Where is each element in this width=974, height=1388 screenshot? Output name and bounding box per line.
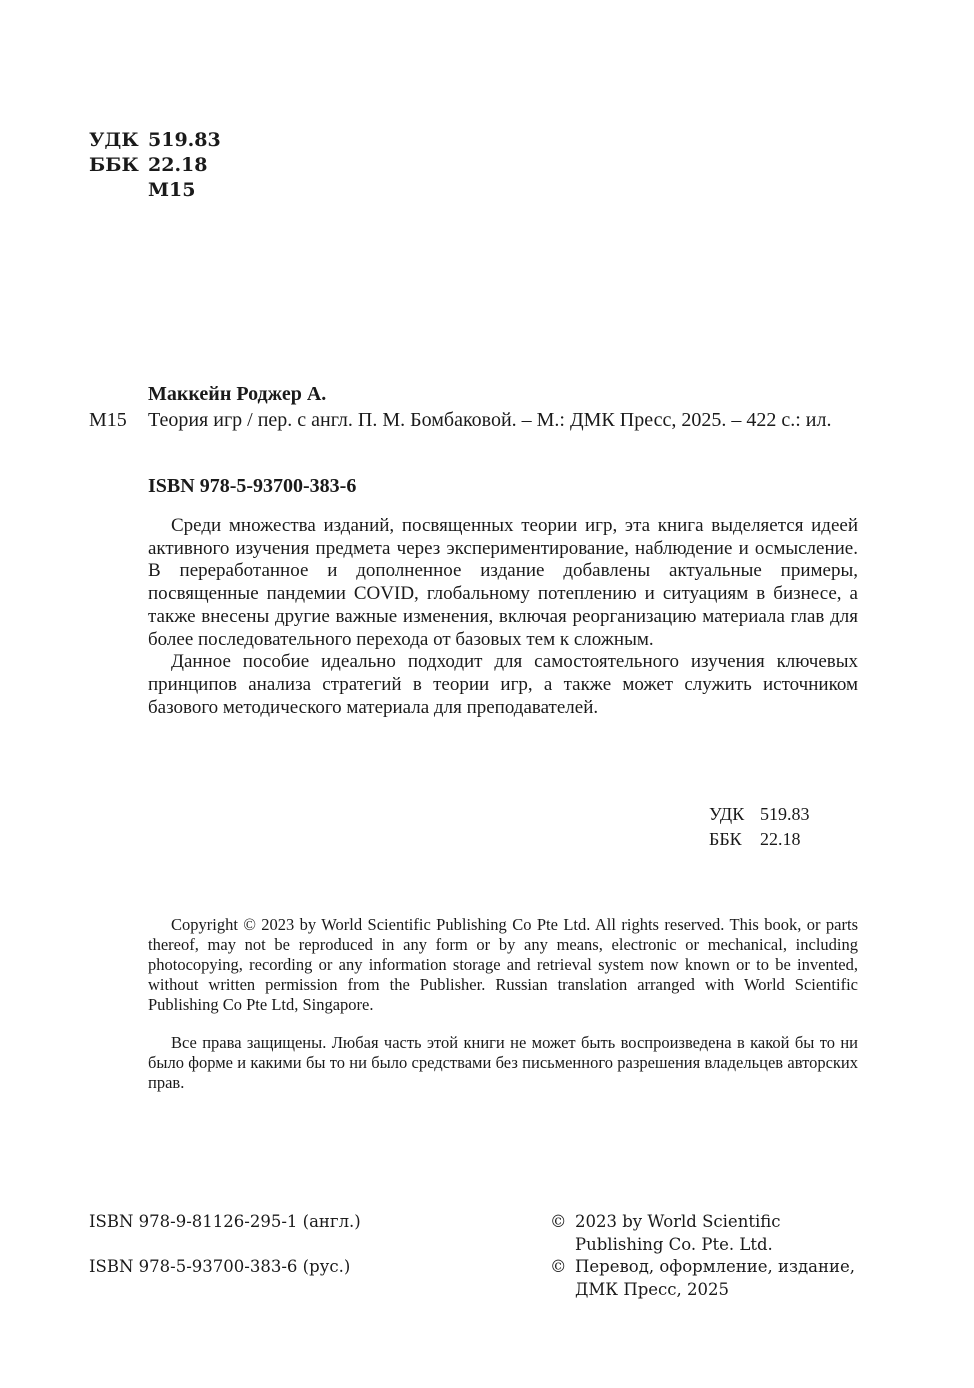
udk-label: УДК — [709, 804, 745, 824]
author-mark-row — [89, 178, 221, 203]
isbn-list — [89, 1211, 361, 1301]
bibliographic-record — [89, 381, 859, 433]
isbn-main: ISBN 978-5-93700-383-6 — [148, 475, 357, 497]
bbk-value: 22.18 — [760, 829, 801, 849]
copyright-en-text: 2023 by World Scientific Publishing Co. Pte. Ltd. — [575, 1212, 781, 1254]
copyright-text: Copyright © 2023 by World Scientific Publishing Co Pte Ltd. All rights reserved. This book, or parts thereof, may not be reproduced in any form or by any means, electronic or mechanical, including photocopying, recording or any information storage and retrieval system now known or to be invented, without written permission from the Publisher. Russian translation arranged with World Scientific Publishing Co Pte Ltd, Singapore. — [148, 915, 858, 1014]
udk-value: 519.83 — [760, 804, 810, 824]
copyright-item-en — [550, 1211, 865, 1256]
author-mark: М15 — [148, 179, 196, 201]
annotation-paragraph: Среди множества изданий, посвященных теории игр, эта книга выделяется идеей активного изучения предмета через экспериментирование, наблюдение и осмысление. В переработанное и дополненное издание добавлены актуальные примеры, посвященные пандемии COVID, глобальному потеплению и ситуациям в бизнесе, а также внесены другие важные изменения, включая реорганизацию материала глав для более последовательного перехода от базовых тем к сложным. — [148, 515, 858, 650]
annotation-paragraph: Данное пособие идеально подходит для самостоятельного изучения ключевых принципов анализа стратегий в теории игр, а также может служить источником базового методического материала для преподавателей. — [148, 651, 858, 718]
bbk-row — [709, 827, 810, 852]
bbk-value: 22.18 — [148, 154, 208, 176]
copyright-ru-text: Перевод, оформление, издание, ДМК Пресс, 2025 — [575, 1257, 856, 1299]
annotation — [148, 515, 858, 719]
copyright-icon: © — [550, 1257, 567, 1276]
copyright-list — [550, 1211, 865, 1301]
udk-label: УДК — [89, 129, 139, 151]
udk-value: 519.83 — [148, 129, 221, 151]
classification-block-bottom — [709, 802, 810, 852]
bibliographic-entry — [89, 407, 859, 433]
bbk-label: ББК — [89, 154, 139, 176]
udk-row — [709, 802, 810, 827]
bibliographic-reference: Теория игр / пер. с англ. П. М. Бомбаковой. – М.: ДМК Пресс, 2025. – 422 с.: ил. — [148, 409, 832, 431]
bbk-row — [89, 153, 221, 178]
isbn-english: ISBN 978-9-81126-295-1 (англ.) — [89, 1212, 361, 1231]
rights-notice — [148, 1033, 858, 1093]
author-name: Маккейн Роджер А. — [148, 383, 327, 405]
isbn-russian: ISBN 978-5-93700-383-6 (рус.) — [89, 1257, 351, 1276]
udk-row — [89, 128, 221, 153]
author-code: М15 — [89, 409, 127, 431]
copyright-icon: © — [550, 1212, 567, 1231]
classification-block — [89, 128, 221, 203]
bbk-label: ББК — [709, 829, 742, 849]
copyright-item-ru — [550, 1256, 865, 1301]
rights-text: Все права защищены. Любая часть этой книги не может быть воспроизведена в какой бы то ни было форме и какими бы то ни было средствами без письменного разрешения владельцев авторских прав. — [148, 1033, 858, 1092]
copyright-notice — [148, 915, 858, 1015]
